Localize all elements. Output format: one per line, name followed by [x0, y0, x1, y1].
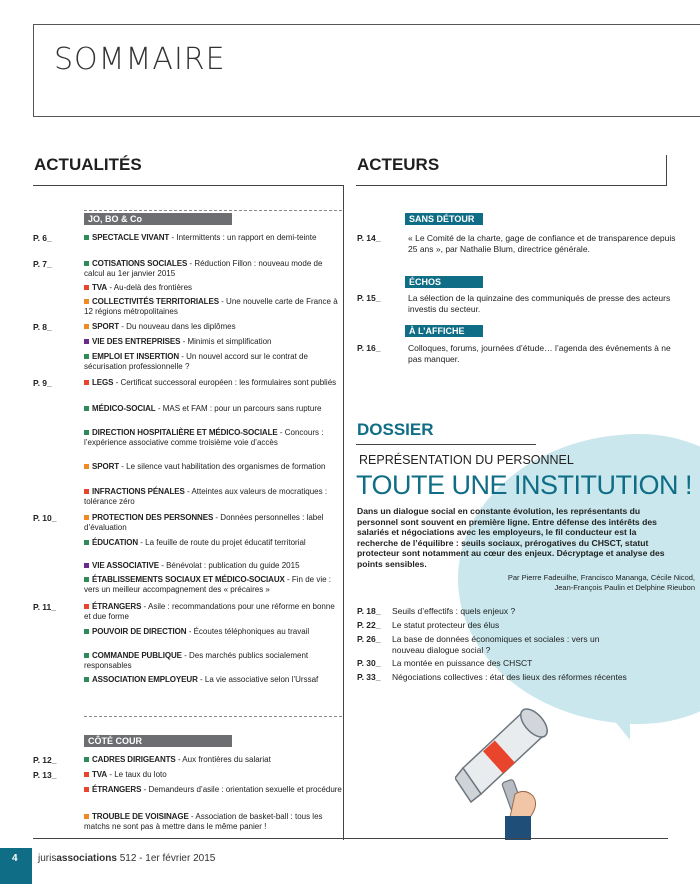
toc-entry	[84, 337, 342, 347]
entry-text: - Atteintes aux valeurs de mocratiques : tolérance zéro	[84, 487, 328, 506]
page-number: P. 18_	[357, 606, 381, 616]
page-number: P. 9_	[33, 378, 52, 388]
entry-text: - Des marchés publics socialement responsables	[84, 651, 309, 670]
dossier-authors	[420, 573, 695, 593]
category-square-icon	[84, 261, 89, 266]
footer-rule	[33, 838, 668, 839]
category-square-icon	[84, 787, 89, 792]
header-box	[33, 24, 700, 117]
entry-text: - Minimis et simplification	[180, 337, 272, 346]
entry-heading: TROUBLE DE VOISINAGE	[92, 812, 189, 821]
page-number: P. 15_	[357, 293, 381, 303]
column-divider	[343, 185, 344, 840]
dossier-subtitle: REPRÉSENTATION DU PERSONNEL	[359, 453, 574, 467]
entry-heading: SPORT	[92, 462, 120, 471]
actualites-rule	[33, 185, 344, 186]
category-square-icon	[84, 464, 89, 469]
dossier-headline: TOUTE UNE INSTITUTION !	[356, 470, 693, 500]
entry-text: - Certificat successoral européen : les formulaires sont publiés	[113, 378, 337, 387]
category-square-icon	[84, 577, 89, 582]
category-square-icon	[84, 339, 89, 344]
page-number: P. 26_	[357, 634, 381, 644]
dossier-item-text: Le statut protecteur des élus	[392, 620, 500, 630]
entry-text: - MAS et FAM : pour un parcours sans rupture	[155, 404, 322, 413]
cote-dash	[84, 716, 342, 717]
page-number: P. 33_	[357, 672, 381, 682]
category-square-icon	[84, 677, 89, 682]
entry-text: - Concours : l’expérience associative comme troisième voie d’accès	[84, 428, 324, 447]
label-sans-detour: SANS DÉTOUR	[405, 213, 483, 225]
toc-entry	[84, 513, 342, 532]
entry-text: - Asile : recommandations pour une réforme en bonne et due forme	[84, 602, 335, 621]
jo-dash	[84, 210, 342, 211]
toc-entry	[84, 404, 342, 414]
footer-pub-light: juris	[38, 853, 57, 864]
footer-page-number: 4	[12, 853, 18, 864]
entry-heading: CADRES DIRIGEANTS	[92, 755, 176, 764]
toc-entry	[84, 283, 342, 293]
toc-entry	[84, 378, 342, 388]
entry-text: - Association de basket-ball : tous les matchs ne sont pas à mettre dans le même panier !	[84, 812, 323, 831]
entry-heading: ÉTABLISSEMENTS SOCIAUX ET MÉDICO-SOCIAUX	[92, 575, 285, 584]
category-square-icon	[84, 285, 89, 290]
toc-entry	[84, 462, 342, 472]
category-square-icon	[84, 540, 89, 545]
category-square-icon	[84, 772, 89, 777]
page-number: P. 6_	[33, 233, 52, 243]
page-number: P. 7_	[33, 259, 52, 269]
cote-label: CÔTÉ COUR	[84, 735, 232, 747]
entry-heading: MÉDICO-SOCIAL	[92, 404, 156, 413]
entry-text: - Le taux du loto	[107, 770, 167, 779]
dossier-item-text: La montée en puissance des CHSCT	[392, 658, 533, 668]
toc-entry	[84, 785, 342, 795]
entry-text: - Au-delà des frontières	[107, 283, 193, 292]
category-square-icon	[84, 354, 89, 359]
entry-text: - Du nouveau dans les diplômes	[119, 322, 236, 331]
toc-entry	[84, 675, 342, 685]
toc-entry	[84, 755, 342, 765]
category-square-icon	[84, 235, 89, 240]
page-number: P. 22_	[357, 620, 381, 630]
entry-text: - Réduction Fillon : nouveau mode de calcul au 1er janvier 2015	[84, 259, 323, 278]
dossier-rule	[356, 444, 536, 445]
acteurs-vrule	[666, 155, 667, 185]
entry-text: - Le silence vaut habilitation des organismes de formation	[119, 462, 326, 471]
entry-heading: TVA	[92, 770, 108, 779]
toc-entry	[84, 627, 342, 637]
entry-text: - La feuille de route du projet éducatif territorial	[138, 538, 306, 547]
toc-entry	[84, 770, 342, 780]
actualites-title: ACTUALITÉS	[34, 155, 142, 174]
entry-heading: COMMANDE PUBLIQUE	[92, 651, 182, 660]
jo-label: JO, BO & Co	[84, 213, 232, 225]
dossier-item-text: La base de données économiques et sociales : vers un nouveau dialogue social ?	[392, 634, 600, 655]
category-square-icon	[84, 604, 89, 609]
toc-entry	[84, 651, 342, 670]
entry-text: - La vie associative selon l’Urssaf	[197, 675, 319, 684]
entry-heading: ÉTRANGERS	[92, 602, 142, 611]
page-number: P. 13_	[33, 770, 57, 780]
dossier-authors-line2: Jean-François Paulin et Delphine Rieubon	[554, 583, 695, 592]
page-number: P. 14_	[357, 233, 381, 243]
footer-issue: 512 - 1er février 2015	[116, 853, 216, 864]
entry-heading: VIE DES ENTREPRISES	[92, 337, 181, 346]
acteurs-item-text: « Le Comité de la charte, gage de confiance et de transparence depuis 25 ans », par Nathalie Blum, directrice générale.	[408, 233, 676, 254]
entry-heading: SPECTACLE VIVANT	[92, 233, 170, 242]
acteurs-title: ACTEURS	[357, 155, 440, 174]
entry-text: - Bénévolat : publication du guide 2015	[158, 561, 300, 570]
entry-heading: ÉDUCATION	[92, 538, 139, 547]
toc-entry	[84, 259, 342, 278]
entry-heading: POUVOIR DE DIRECTION	[92, 627, 187, 636]
category-square-icon	[84, 515, 89, 520]
entry-heading: SPORT	[92, 322, 120, 331]
entry-heading: TVA	[92, 283, 108, 292]
category-square-icon	[84, 324, 89, 329]
toc-entry	[84, 233, 342, 243]
toc-entry	[84, 602, 342, 621]
speech-bubble-tail	[590, 690, 630, 740]
entry-heading: DIRECTION HOSPITALIÈRE ET MÉDICO-SOCIALE	[92, 428, 278, 437]
label-a-l-affiche: À L’AFFICHE	[405, 325, 483, 337]
page-number: P. 30_	[357, 658, 381, 668]
acteurs-item-text: Colloques, forums, journées d’étude… l’agenda des événements à ne pas manquer.	[408, 343, 671, 364]
category-square-icon	[84, 299, 89, 304]
page-number: P. 12_	[33, 755, 57, 765]
entry-heading: EMPLOI ET INSERTION	[92, 352, 179, 361]
dossier-authors-line1: Par Pierre Fadeuilhe, Francisco Mananga, Cécile Nicod,	[507, 573, 695, 582]
category-square-icon	[84, 629, 89, 634]
toc-entry	[84, 575, 342, 594]
toc-entry	[84, 428, 342, 447]
footer-pub-bold: associations	[56, 853, 117, 864]
toc-entry	[84, 297, 342, 316]
entry-heading: VIE ASSOCIATIVE	[92, 561, 159, 570]
category-square-icon	[84, 489, 89, 494]
category-square-icon	[84, 380, 89, 385]
category-square-icon	[84, 653, 89, 658]
entry-heading: INFRACTIONS PÉNALES	[92, 487, 185, 496]
entry-text: - Un nouvel accord sur le contrat de sécurisation professionnelle ?	[84, 352, 308, 371]
category-square-icon	[84, 563, 89, 568]
page-title: SOMMAIRE	[54, 42, 226, 77]
category-square-icon	[84, 406, 89, 411]
toc-entry	[84, 812, 342, 831]
toc-entry	[84, 561, 342, 571]
entry-text: - Aux frontières du salariat	[175, 755, 271, 764]
toc-entry	[84, 487, 342, 506]
category-square-icon	[84, 430, 89, 435]
entry-text: - Écoutes téléphoniques au travail	[186, 627, 310, 636]
dossier-item-text: Négociations collectives : état des lieux des réformes récentes	[392, 672, 627, 682]
entry-text: - Demandeurs d’asile : orientation sexuelle et procédure	[141, 785, 342, 794]
entry-text: - Données personnelles : label d’évaluation	[84, 513, 324, 532]
toc-entry	[84, 538, 342, 548]
category-square-icon	[84, 814, 89, 819]
page-number: P. 11_	[33, 602, 57, 612]
acteurs-rule	[356, 185, 667, 186]
toc-entry	[84, 352, 342, 371]
dossier-item-text: Seuils d’effectifs : quels enjeux ?	[392, 606, 516, 616]
dossier-body: Dans un dialogue social en constante évolution, les représentants du personnel sont souvent en première ligne. Entre défense des intérêts des salariés et négociations avec les employeurs, le fil conducteur est la recherche de l’équilibre : seuils sociaux, prérogatives du CHSCT, statut protecteur sont notamment au cœur des enjeux. Décryptage et analyse des points sensibles.	[357, 506, 665, 569]
entry-heading: ÉTRANGERS	[92, 785, 142, 794]
category-square-icon	[84, 757, 89, 762]
footer-publication	[38, 853, 215, 864]
page-number: P. 10_	[33, 513, 57, 523]
entry-heading: COTISATIONS SOCIALES	[92, 259, 188, 268]
entry-heading: ASSOCIATION EMPLOYEUR	[92, 675, 198, 684]
entry-heading: PROTECTION DES PERSONNES	[92, 513, 214, 522]
entry-text: - Fin de vie : vers un meilleur accompagnement des « précaires »	[84, 575, 332, 594]
page-number: P. 8_	[33, 322, 52, 332]
megaphone-illustration	[455, 690, 595, 840]
entry-heading: LEGS	[92, 378, 114, 387]
page-number: P. 16_	[357, 343, 381, 353]
label-echos: ÉCHOS	[405, 276, 483, 288]
acteurs-item-text: La sélection de la quinzaine des communiqués de presse des acteurs investis du secteur.	[408, 293, 671, 314]
entry-text: - Intermittents : un rapport en demi-teinte	[169, 233, 317, 242]
toc-entry	[84, 322, 342, 332]
dossier-title: DOSSIER	[357, 420, 434, 439]
megaphone-icon	[455, 704, 552, 840]
entry-heading: COLLECTIVITÉS TERRITORIALES	[92, 297, 219, 306]
entry-text: - Une nouvelle carte de France à 12 régions métropolitaines	[84, 297, 338, 316]
